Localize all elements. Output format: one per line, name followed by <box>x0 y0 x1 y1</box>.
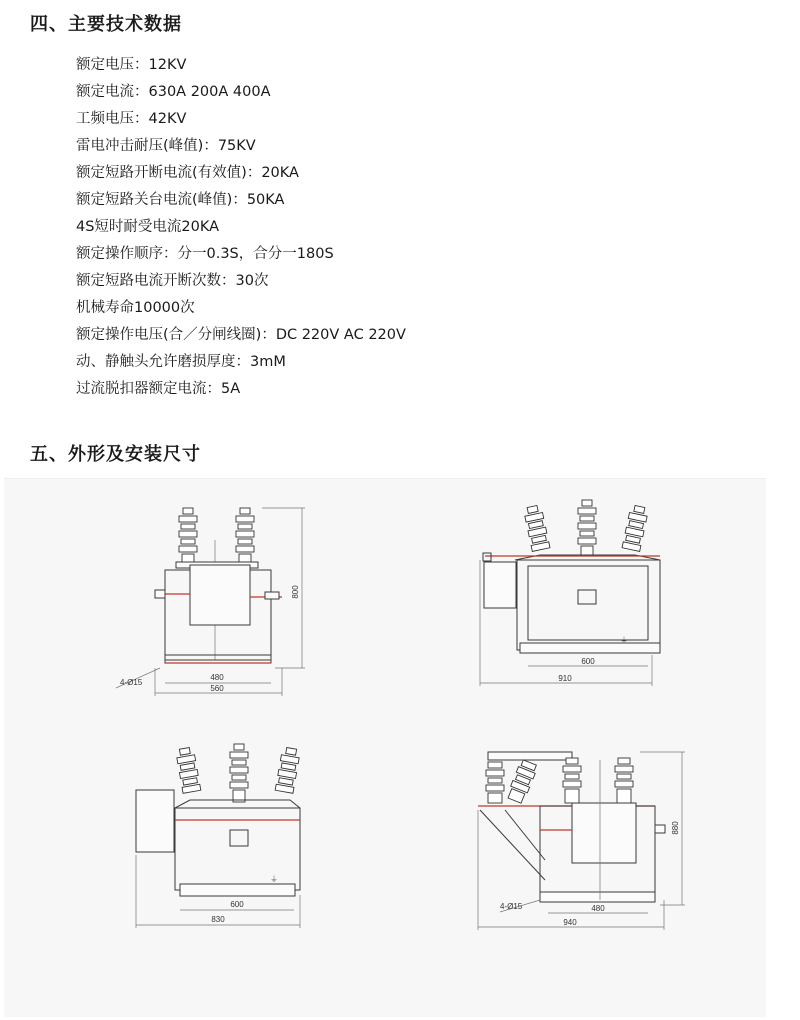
spec-item: 额定电流：630A 200A 400A <box>76 84 271 100</box>
drawing-side-view-2 <box>480 500 660 686</box>
insulator <box>486 762 504 803</box>
spec-item: 额定操作顺序：分一0.3S，合分一180S <box>76 246 334 262</box>
section-4-title: 四、主要技术数据 <box>30 14 182 35</box>
dim-width-outer: 910 <box>558 674 572 683</box>
dim-height: 800 <box>291 585 300 599</box>
drawing-front-view-4 <box>478 752 685 930</box>
spec-item: 工频电压：42KV <box>76 111 187 127</box>
insulator <box>177 748 201 794</box>
section-5-title: 五、外形及安装尺寸 <box>30 444 201 465</box>
insulator <box>578 500 596 556</box>
dim-width-inner: 480 <box>591 904 605 913</box>
dim-width-inner: 480 <box>210 673 224 682</box>
spec-item: 雷电冲击耐压(峰值)：75KV <box>76 138 256 154</box>
insulator <box>506 759 538 804</box>
spec-item: 额定短路电流开断次数：30次 <box>76 273 269 289</box>
spec-item: 额定电压：12KV <box>76 57 187 73</box>
insulator <box>179 508 197 566</box>
insulator <box>615 758 633 803</box>
ground-symbol: ⏚ <box>270 875 278 884</box>
hole-spec: 4-Ø15 <box>500 902 523 911</box>
drawing-side-view-3 <box>136 744 300 928</box>
spec-item: 过流脱扣器额定电流：5A <box>76 381 241 397</box>
dim-width-inner: 600 <box>230 900 244 909</box>
insulator <box>230 744 248 802</box>
spec-item: 4S短时耐受电流20KA <box>76 219 220 235</box>
spec-item: 额定短路关台电流(峰值)：50KA <box>76 192 285 208</box>
spec-item: 动、静触头允许磨损厚度：3mM <box>76 354 286 370</box>
spec-item: 额定操作电压(合／分闸线圈)：DC 220V AC 220V <box>76 327 406 343</box>
insulator <box>622 505 647 551</box>
spec-item: 机械寿命10000次 <box>76 300 195 316</box>
insulator <box>275 748 299 794</box>
dim-width-inner: 600 <box>581 657 595 666</box>
dim-height: 880 <box>671 821 680 835</box>
ground-symbol: ⏚ <box>620 636 628 645</box>
insulator <box>236 508 254 566</box>
dim-width-outer: 940 <box>563 918 577 927</box>
insulator <box>525 505 550 551</box>
drawing-front-view-1 <box>116 508 305 696</box>
spec-item: 额定短路开断电流(有效值)：20KA <box>76 165 299 181</box>
dim-width-outer: 830 <box>211 915 225 924</box>
dim-width-outer: 560 <box>210 684 224 693</box>
insulator <box>563 758 581 803</box>
hole-spec: 4-Ø15 <box>120 678 143 687</box>
